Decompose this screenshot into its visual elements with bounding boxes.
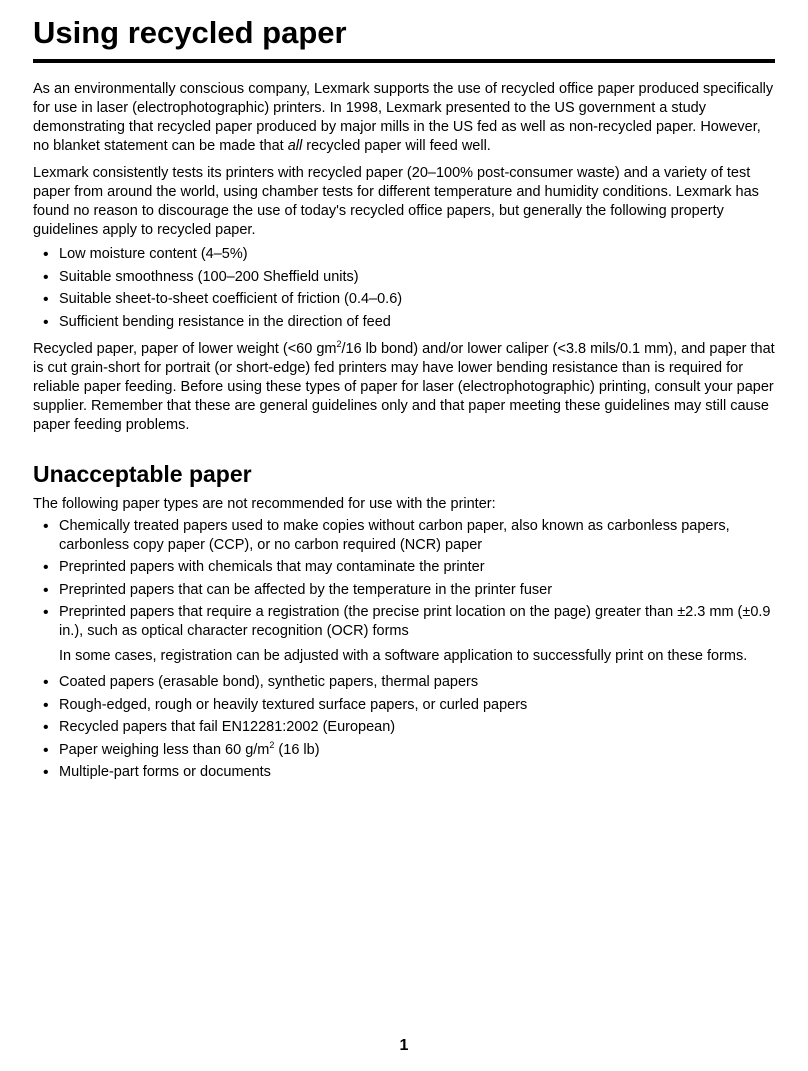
- list-item: • Low moisture content (4–5%): [33, 245, 778, 264]
- page-number: 1: [399, 1037, 409, 1054]
- list-item: • Preprinted papers that require a registration (the precise print location on the page) greater than ±2.3 mm (±0.9 in.), such as optical character recognition (OCR) forms: [33, 603, 778, 641]
- unacceptable-list-a: [33, 517, 778, 642]
- paragraph-text-end: /16 lb bond) and/or lower caliper (<3.8 mils/0.1 mm), and paper that is cut grain-short for portrait (or short-edge) fed printers may have lower bending resistance than is required for reliable paper feeding. Before using these types of paper for laser (electrophotographic) printing, consult your paper supplier. Remember that these are general guidelines only and that paper meeting these guidelines may still cause paper feeding problems.: [33, 340, 775, 433]
- title-rule: [33, 59, 775, 63]
- list-item: • Sufficient bending resistance in the direction of feed: [33, 313, 778, 332]
- list-item: • Preprinted papers with chemicals that may contaminate the printer: [33, 558, 778, 577]
- paragraph-intro: The following paper types are not recommended for use with the printer:: [33, 495, 496, 512]
- list-item: • Multiple-part forms or documents: [33, 763, 778, 782]
- list-item: • Rough-edged, rough or heavily textured surface papers, or curled papers: [33, 696, 778, 715]
- emphasis-all: all: [287, 138, 303, 154]
- list-item: • Coated papers (erasable bond), synthetic papers, thermal papers: [33, 673, 778, 692]
- property-list: [33, 245, 778, 332]
- section-title-recycled: Using recycled paper: [33, 15, 347, 50]
- unacceptable-list-b: [33, 673, 778, 782]
- document-page: [33, 0, 778, 786]
- registration-note: In some cases, registration can be adjusted with a software application to successfully print on these forms.: [59, 648, 748, 664]
- paragraph-lexmark-support: [33, 80, 778, 156]
- section-title-unacceptable: Unacceptable paper: [33, 460, 252, 487]
- superscript: 2: [336, 338, 342, 349]
- paragraph-testing: Lexmark consistently tests its printers with recycled paper (20–100% post-consumer waste) and a variety of test paper from around the world, using chamber tests for different temperature and humidity conditions. Lexmark has found no reason to discourage the use of today's recycled office papers, but generally the following property guidelines apply to recycled paper.: [33, 165, 759, 238]
- list-item-text: Paper weighing less than 60 g/m: [59, 741, 270, 758]
- superscript: 2: [269, 739, 275, 750]
- list-item: • Chemically treated papers used to make copies without carbon paper, also known as carbonless papers, carbonless copy paper (CCP), or no carbon required (NCR) paper: [33, 517, 778, 555]
- paragraph-text: Recycled paper, paper of lower weight (<60 gm: [33, 340, 337, 357]
- list-item-text-end: (16 lb): [274, 741, 320, 758]
- list-item: • Recycled papers that fail EN12281:2002 (European): [33, 718, 778, 737]
- list-item: • Suitable sheet-to-sheet coefficient of friction (0.4–0.6): [33, 290, 778, 309]
- paragraph-text: As an environmentally conscious company, Lexmark supports the use of recycled office paper produced specifically for use in laser (electrophotographic) printers. In 1998, Lexmark presented to the US government a study demonstrating that recycled paper produced by major mills in the US fed as well as non-recycled paper. However, no blanket statement can be made that: [33, 81, 774, 154]
- list-item: • Preprinted papers that can be affected by the temperature in the printer fuser: [33, 581, 778, 600]
- paragraph-lower-weight: [33, 340, 778, 435]
- list-item: • Suitable smoothness (100–200 Sheffield units): [33, 268, 778, 287]
- list-item-weight: [33, 741, 778, 760]
- paragraph-text-end: recycled paper will feed well.: [302, 138, 491, 154]
